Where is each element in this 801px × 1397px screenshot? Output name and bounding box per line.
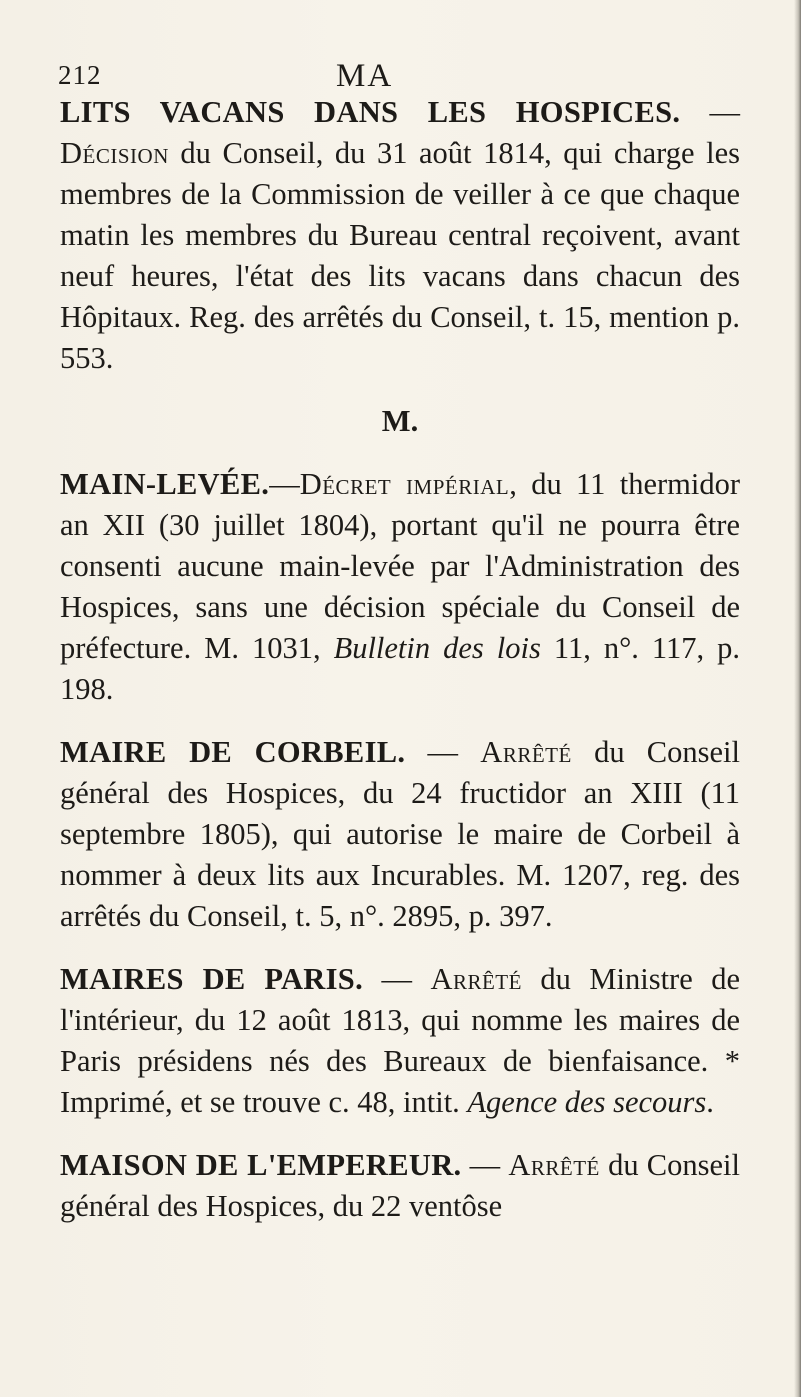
entry-act-type: Arrêté [508,1148,600,1182]
entry-maires-de-paris [60,959,740,1123]
entry-main-levee [60,464,740,710]
entry-dash: — [405,735,481,769]
dictionary-entries [60,92,740,1249]
entry-act-type: Décret impérial [299,467,510,501]
entry-text: du Conseil général des Hospices, du 24 fructidor an XIII (11 septembre 1805), qui autorise le maire de Corbeil à nommer à deux lits aux Incurables. M. 1207, reg. des arrêtés du Conseil, t. 5, n°. 2895, p. 397. [60,735,741,933]
entry-term: MAIRE DE CORBEIL. [60,735,406,769]
entry-term: MAIN-LEVÉE. [60,467,270,501]
page-number: 212 [58,60,102,90]
entry-dash: — [269,467,300,501]
section-letter: M. [381,404,419,438]
entry-term: MAISON DE L'EMPEREUR. [60,1148,462,1182]
entry-dash: — [461,1148,509,1182]
entry-text: , du 11 thermidor an XII (30 juillet 1804), portant qu'il ne pourra être consenti aucune main-levée par l'Administration des Hospices, sans une décision spéciale du Conseil de préfecture. M. 1031, [60,467,740,665]
entry-term: LITS VACANS DANS LES HOSPICES. [60,95,681,129]
entry-act-type: Arrêté [480,735,572,769]
running-head: MA [336,58,394,94]
entry-act-type: Décision [60,136,169,170]
entry-italic-reference: Bulletin des lois [333,631,541,665]
entry-text: du Conseil général des Hospices, du 22 ventôse [60,1148,740,1223]
entry-dash: — [680,95,741,129]
entry-term: MAIRES DE PARIS. [60,962,363,996]
entry-lits-vacans [60,92,740,379]
entry-text: du Conseil, du 31 août 1814, qui charge les membres de la Commission de veiller à ce que chaque matin les membres du Bureau central reçoivent, avant neuf heures, l'état des lits vacans dans chacun des Hôpitaux. Reg. des arrêtés du Conseil, t. 15, mention p. 553. [60,136,740,375]
entry-dash: — [363,962,431,996]
page-edge-shadow [794,0,801,1397]
entry-maison-de-l-empereur [60,1145,740,1227]
entry-text-after: . [706,1085,714,1119]
entry-act-type: Arrêté [430,962,522,996]
entry-text-after: 11, n°. 117, p. 198. [60,631,740,706]
entry-italic-reference: Agence des secours [467,1085,707,1119]
entry-maire-de-corbeil [60,732,740,937]
entry-text: du Ministre de l'intérieur, du 12 août 1813, qui nomme les maires de Paris présidens nés des Bureaux de bienfaisance. * Imprimé, et se trouve c. 48, intit. [60,962,741,1119]
